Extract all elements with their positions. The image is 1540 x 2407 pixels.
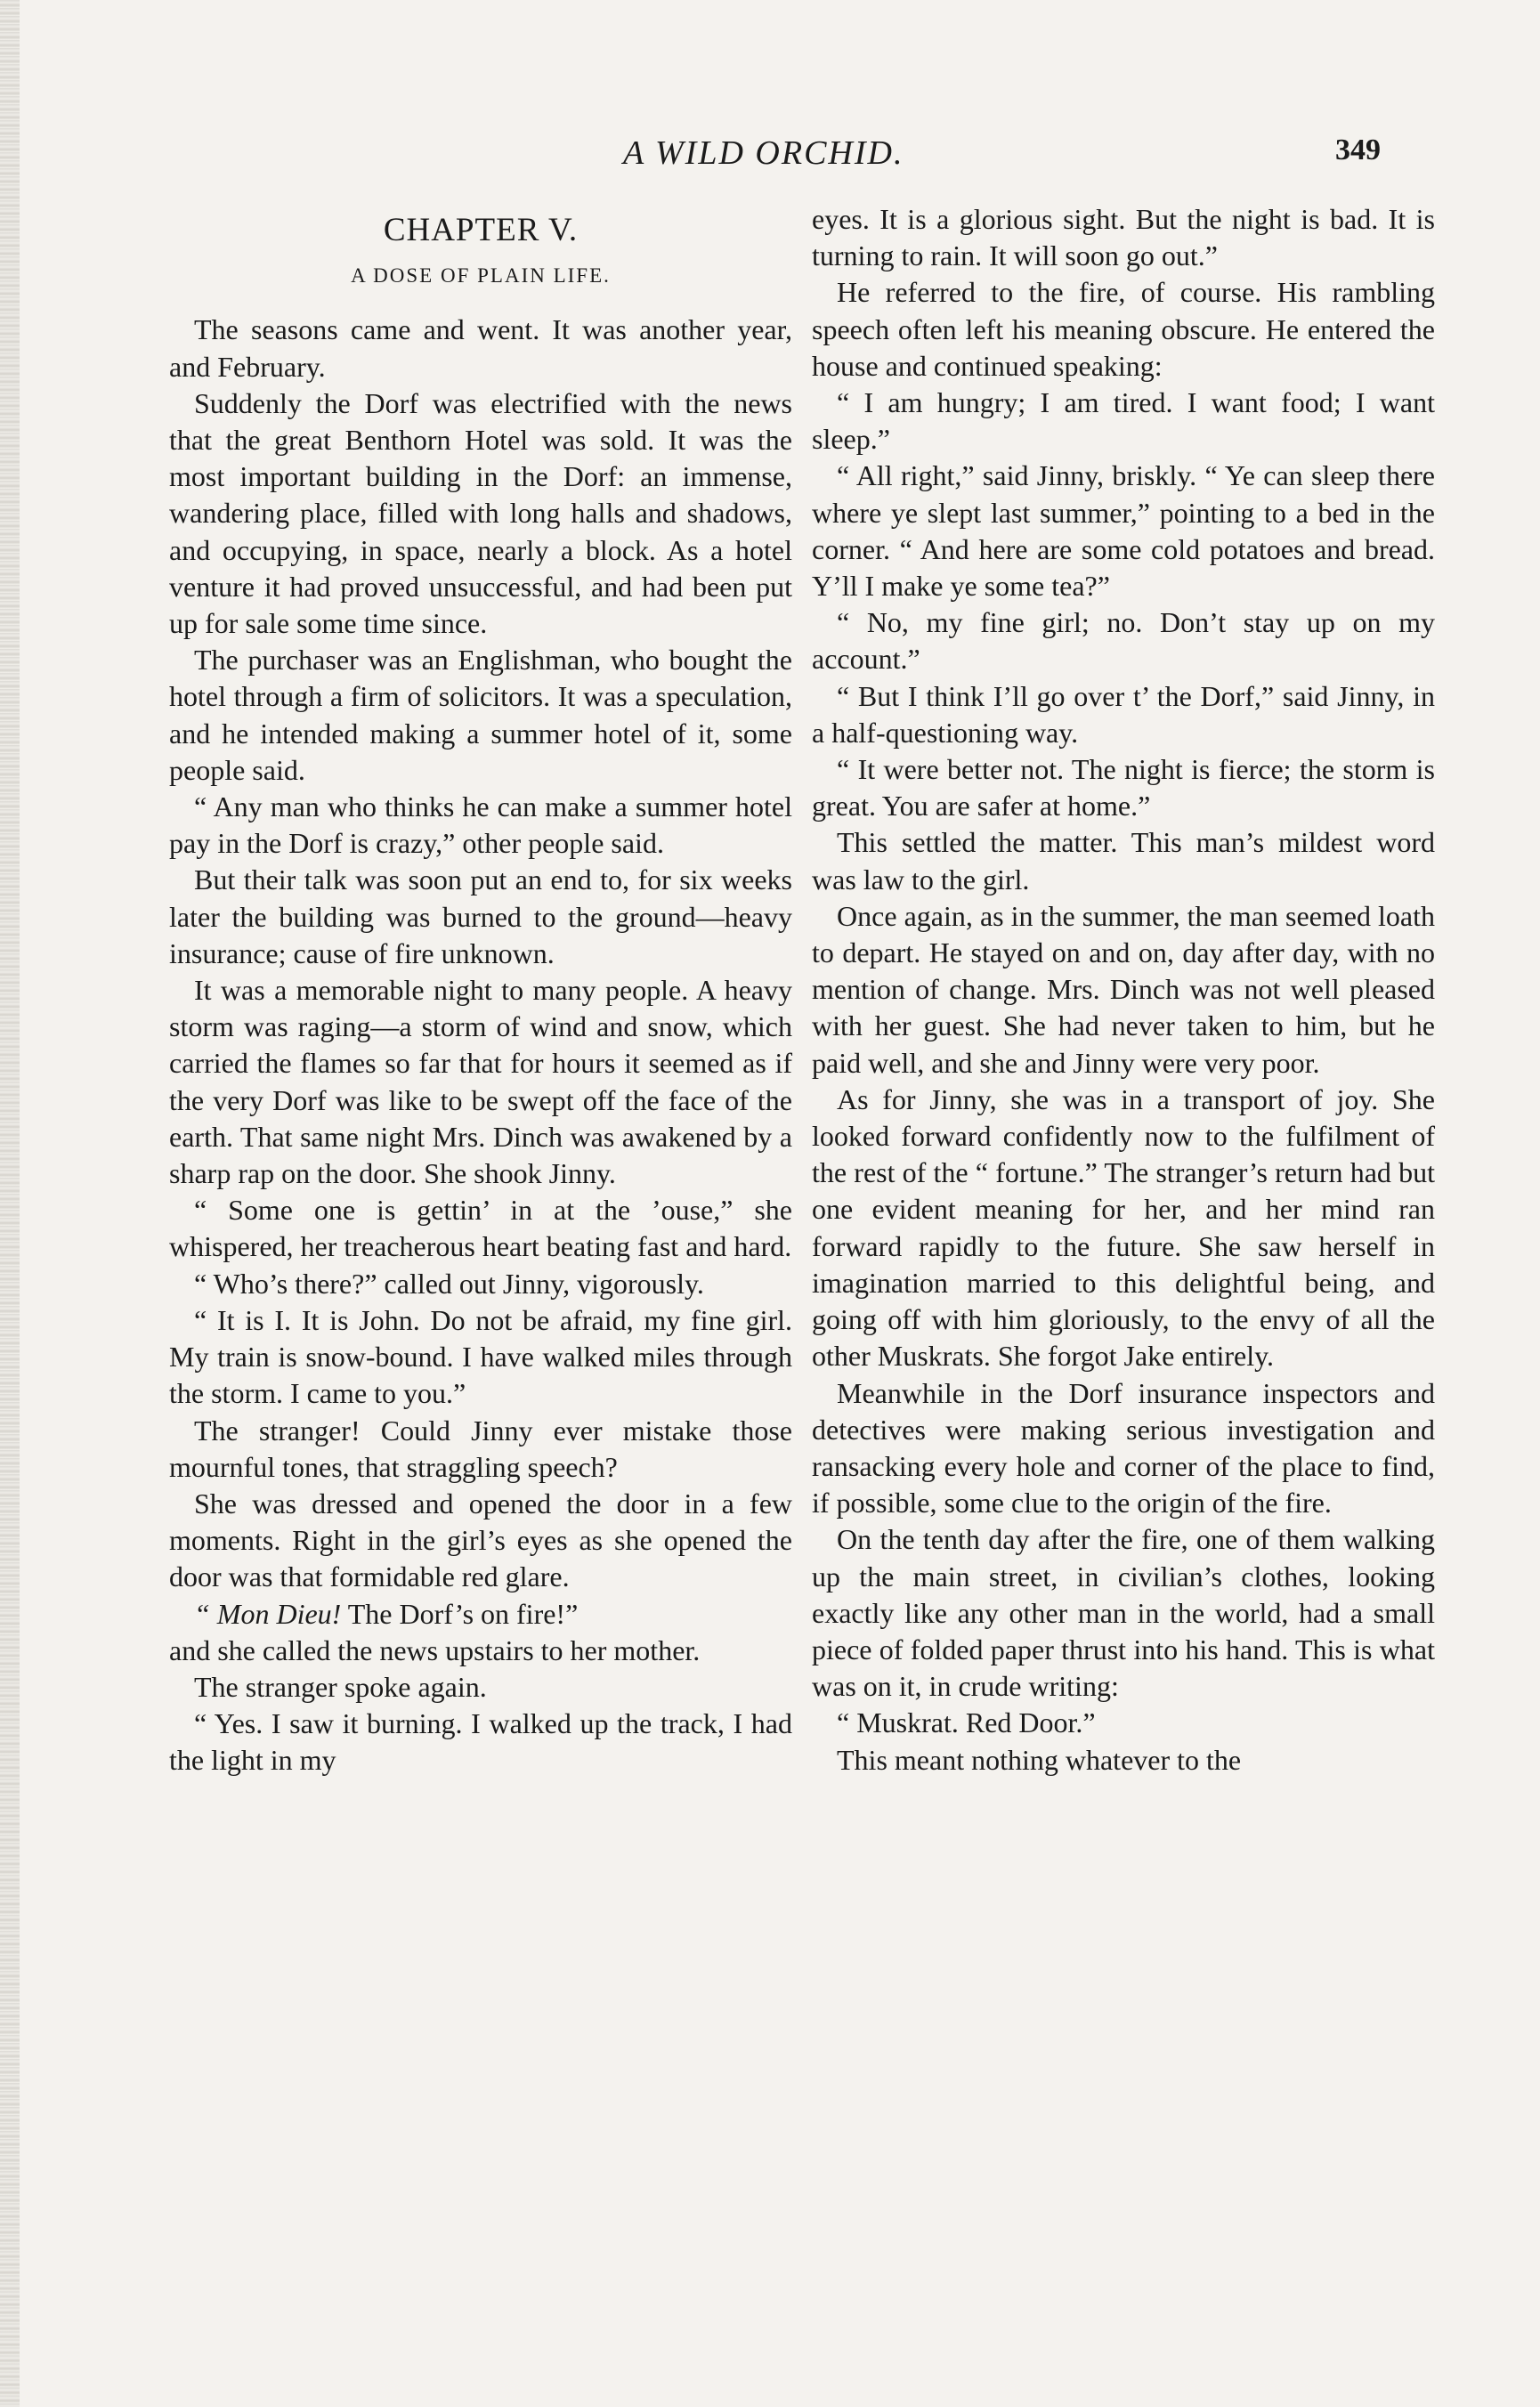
paragraph: “ Who’s there?” called out Jinny, vigorously.	[194, 1267, 704, 1300]
chapter-title: CHAPTER V.	[383, 212, 579, 248]
paragraph: But their talk was soon put an end to, for six weeks later the building was burned to the ground—heavy insurance; cause of fire unknown.	[169, 863, 792, 969]
paragraph: “ All right,” said Jinny, briskly. “ Ye can sleep there where ye slept last summer,” pointing to a bed in the corner. “ And here are some cold potatoes and bread. Y’ll I make ye some tea?”	[812, 459, 1435, 603]
paragraph: “ Yes. I saw it burning. I walked up the track, I had the light in my	[169, 1707, 792, 1777]
paragraph: “ Some one is gettin’ in at the ’ouse,” she whispered, her treacherous heart beating fast and hard.	[169, 1194, 792, 1263]
paragraph: It was a memorable night to many people. A heavy storm was raging—a storm of wind and snow, which carried the flames so far that for hours it seemed as if the very Dorf was like to be swept off the face of the earth. That same night Mrs. Dinch was awakened by a sharp rap on the door. She shook Jinny.	[169, 974, 792, 1190]
paragraph: This meant nothing whatever to the	[837, 1743, 1242, 1776]
paragraph: Suddenly the Dorf was electrified with the news that the great Benthorn Hotel was sold. It was the most important building in the Dorf: an immense, wandering place, filled with long halls and shadows, and occupying, in space, nearly a block. As a hotel venture it had proved unsuccessful, and had been put up for sale some time since.	[169, 386, 792, 640]
mon-dieu-italic: “ Mon Dieu!	[194, 1597, 342, 1630]
paragraph: Meanwhile in the Dorf insurance inspectors and detectives were making serious investigation and ransacking every hole and corner of the place to find, if possible, some clue to the origin of the fire.	[812, 1376, 1435, 1520]
page-edge-scan-artifact	[0, 0, 20, 2407]
mon-dieu-continuation: and she called the news upstairs to her mother.	[169, 1633, 701, 1666]
paragraph: “ It is I. It is John. Do not be afraid, my fine girl. My train is snow-bound. I have walked miles through the storm. I came to you.”	[169, 1303, 792, 1410]
running-title: A WILD ORCHID.	[623, 134, 904, 172]
paragraph: On the tenth day after the fire, one of them walking up the main street, in civilian’s clothes, looking exactly like any other man in the world, had a small piece of folded paper thrust into his hand. This is what was on it, in crude writing:	[812, 1523, 1435, 1703]
paragraph: The seasons came and went. It was another year, and February.	[169, 313, 792, 383]
left-column	[169, 201, 792, 1779]
paragraph: She was dressed and opened the door in a few moments. Right in the girl’s eyes as she opened the door was that formidable red glare.	[169, 1487, 792, 1593]
paragraph: The purchaser was an Englishman, who bought the hotel through a firm of solicitors. It was a speculation, and he intended making a summer hotel of it, some people said.	[169, 644, 792, 786]
paragraph: This settled the matter. This man’s mildest word was law to the girl.	[812, 826, 1435, 896]
right-column	[812, 201, 1435, 1779]
page-number: 349	[1335, 134, 1381, 166]
mon-dieu-rest: The Dorf’s on fire!”	[341, 1597, 579, 1630]
paragraph: He referred to the fire, of course. His rambling speech often left his meaning obscure. He entered the house and continued speaking:	[812, 276, 1435, 382]
paragraph: “ But I think I’ll go over t’ the Dorf,” said Jinny, in a half-questioning way.	[812, 679, 1435, 749]
paragraph: “ It were better not. The night is fierce; the storm is great. You are safer at home.”	[812, 753, 1435, 823]
paragraph-mon-dieu	[169, 1596, 792, 1669]
paragraph: “ No, my fine girl; no. Don’t stay up on my account.”	[812, 606, 1435, 676]
paragraph: “ Muskrat. Red Door.”	[837, 1706, 1096, 1739]
chapter-subtitle: A DOSE OF PLAIN LIFE.	[351, 264, 611, 288]
paragraph: The stranger! Could Jinny ever mistake those mournful tones, that straggling speech?	[169, 1414, 792, 1483]
paragraph-continued: eyes. It is a glorious sight. But the night is bad. It is turning to rain. It will soon go out.”	[812, 203, 1435, 272]
paragraph: As for Jinny, she was in a transport of joy. She looked forward confidently now to the fulfilment of the rest of the “ fortune.” The stranger’s return had but one evident meaning for her, and her mind ran forward rapidly to the future. She saw herself in imagination married to this delightful being, and going off with him gloriously, to the envy of all the other Muskrats. She forgot Jake entirely.	[812, 1082, 1435, 1373]
paragraph: “ I am hungry; I am tired. I want food; I want sleep.”	[812, 386, 1435, 456]
paragraph: Once again, as in the summer, the man seemed loath to depart. He stayed on and on, day after day, with no mention of change. Mrs. Dinch was not well pleased with her guest. She had never taken to him, but he paid well, and she and Jinny were very poor.	[812, 899, 1435, 1079]
paragraph: The stranger spoke again.	[194, 1670, 487, 1703]
page-header	[0, 134, 1540, 187]
paragraph: “ Any man who thinks he can make a summer hotel pay in the Dorf is crazy,” other people said.	[169, 790, 792, 860]
